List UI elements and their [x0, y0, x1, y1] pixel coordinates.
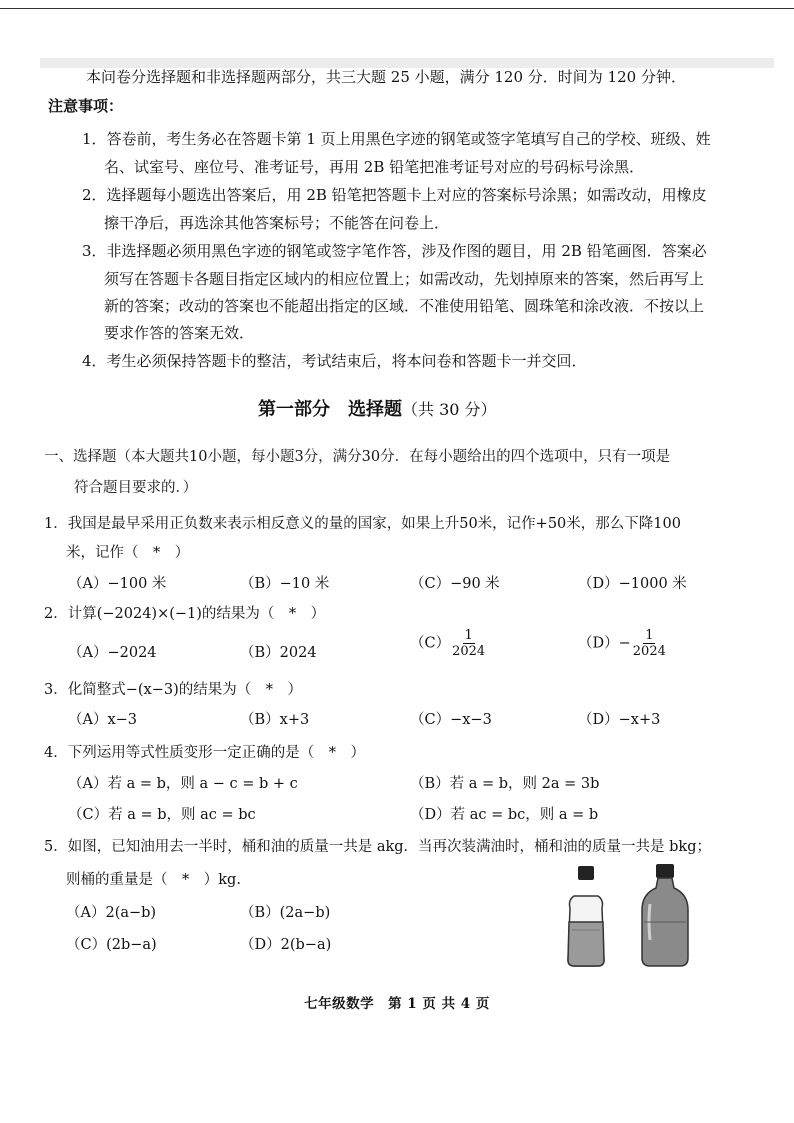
oil-bottles-figure: [560, 860, 710, 972]
intro-text: 本问卷分选择题和非选择题两部分，共三大题 25 小题，满分 120 分．时间为 120 分钟．: [86, 68, 686, 86]
notice-3-line3: 新的答案；改动的答案也不能超出指定的区域．不准使用铅笔、圆珠笔和涂改液．不按以上: [104, 297, 705, 315]
notice-title: 注意事项：: [48, 97, 124, 115]
q2-option-c: [410, 628, 487, 659]
q5-option-a: （A）2(a−b): [66, 905, 157, 921]
q2-option-c-fraction: [452, 628, 485, 659]
q3-option-b: （B）x+3: [240, 712, 310, 728]
section-title: [258, 395, 497, 421]
q1-option-a: （A）−100 米: [68, 576, 167, 592]
notice-1-line1: 1．答卷前，考生务必在答题卡第 1 页上用黑色字迹的钢笔或签字笔填写自己的学校、班级、姓: [82, 130, 711, 148]
q1-stem-line1: 1．我国是最早采用正负数来表示相反意义的量的国家，如果上升50米，记作+50米，那么下降100: [44, 516, 681, 532]
q2-option-d-fraction: [633, 628, 666, 659]
q2-d-numerator: 1: [645, 628, 654, 643]
q2-c-denominator: 2024: [452, 644, 486, 659]
q4-option-a: （A）若 a = b，则 a − c = b + c: [68, 776, 298, 792]
notice-3-line1: 3．非选择题必须用黑色字迹的钢笔或签字笔作答，涉及作图的题目，用 2B 铅笔画图．答案必: [82, 242, 707, 260]
q2-option-d: [578, 628, 668, 659]
instructions-line1: 一、选择题（本大题共10小题，每小题3分，满分30分．在每小题给出的四个选项中，只有一项是: [44, 449, 671, 465]
page-footer: 七年级数学 第 1 页 共 4 页: [304, 996, 490, 1012]
notice-3-line2: 须写在答题卡各题目指定区域内的相应位置上；如需改动，先划掉原来的答案，然后再写上: [104, 270, 705, 288]
instructions-line2: 符合题目要求的．）: [74, 480, 198, 496]
q3-option-c: （C）−x−3: [410, 712, 492, 728]
q1-option-c: （C）−90 米: [410, 576, 500, 592]
q5-option-b: （B）(2a−b): [240, 905, 331, 921]
q4-option-d: （D）若 ac = bc，则 a = b: [410, 807, 599, 823]
notice-1-line2: 名、试室号、座位号、准考证号，再用 2B 铅笔把准考证号对应的号码标号涂黑．: [104, 158, 645, 176]
q2-option-b: （B）2024: [240, 645, 317, 661]
section-title-text: 第一部分 选择题: [258, 399, 402, 420]
q1-option-b: （B）−10 米: [240, 576, 330, 592]
top-rule: [0, 8, 794, 9]
q5-stem-line2: 则桶的重量是（ * ）kg.: [66, 872, 241, 888]
q4-stem: 4．下列运用等式性质变形一定正确的是（ * ）: [44, 745, 365, 761]
q5-stem-line1: 5．如图，已知油用去一半时，桶和油的质量一共是 akg．当再次装满油时，桶和油的质量一共是 bkg；: [44, 839, 712, 855]
q2-c-numerator: 1: [464, 628, 473, 643]
q4-option-b: （B）若 a = b，则 2a = 3b: [410, 776, 600, 792]
q3-stem: 3．化简整式−(x−3)的结果为（ * ）: [44, 682, 302, 698]
q3-option-d: （D）−x+3: [578, 712, 661, 728]
notice-3-line4: 要求作答的答案无效．: [104, 324, 255, 342]
q2-d-denominator: 2024: [632, 644, 666, 659]
q1-stem-line2: 米，记作（ * ）: [66, 545, 190, 561]
q5-option-c: （C）(2b−a): [66, 937, 157, 953]
q2-option-a: （A）−2024: [68, 645, 157, 661]
section-score: （共 30 分）: [402, 400, 497, 419]
q2-option-c-label: （C）: [410, 635, 451, 652]
q2-stem: 2．计算(−2024)×(−1)的结果为（ * ）: [44, 606, 326, 622]
q5-option-d: （D）2(b−a): [240, 937, 332, 953]
full-bottle-icon: [642, 864, 688, 966]
notice-4-line1: 4．考生必须保持答题卡的整洁，考试结束后，将本问卷和答题卡一并交回．: [82, 352, 587, 370]
half-full-bottle-icon: [568, 866, 604, 966]
q1-option-d: （D）−1000 米: [578, 576, 687, 592]
q4-option-c: （C）若 a = b，则 ac = bc: [68, 807, 256, 823]
notice-2-line1: 2．选择题每小题选出答案后，用 2B 铅笔把答题卡上对应的答案标号涂黑；如需改动，用橡皮: [82, 186, 707, 204]
notice-2-line2: 擦干净后，再选涂其他答案标号；不能答在问卷上．: [104, 214, 450, 232]
q2-option-d-label: （D）−: [578, 635, 631, 652]
q3-option-a: （A）x−3: [68, 712, 138, 728]
